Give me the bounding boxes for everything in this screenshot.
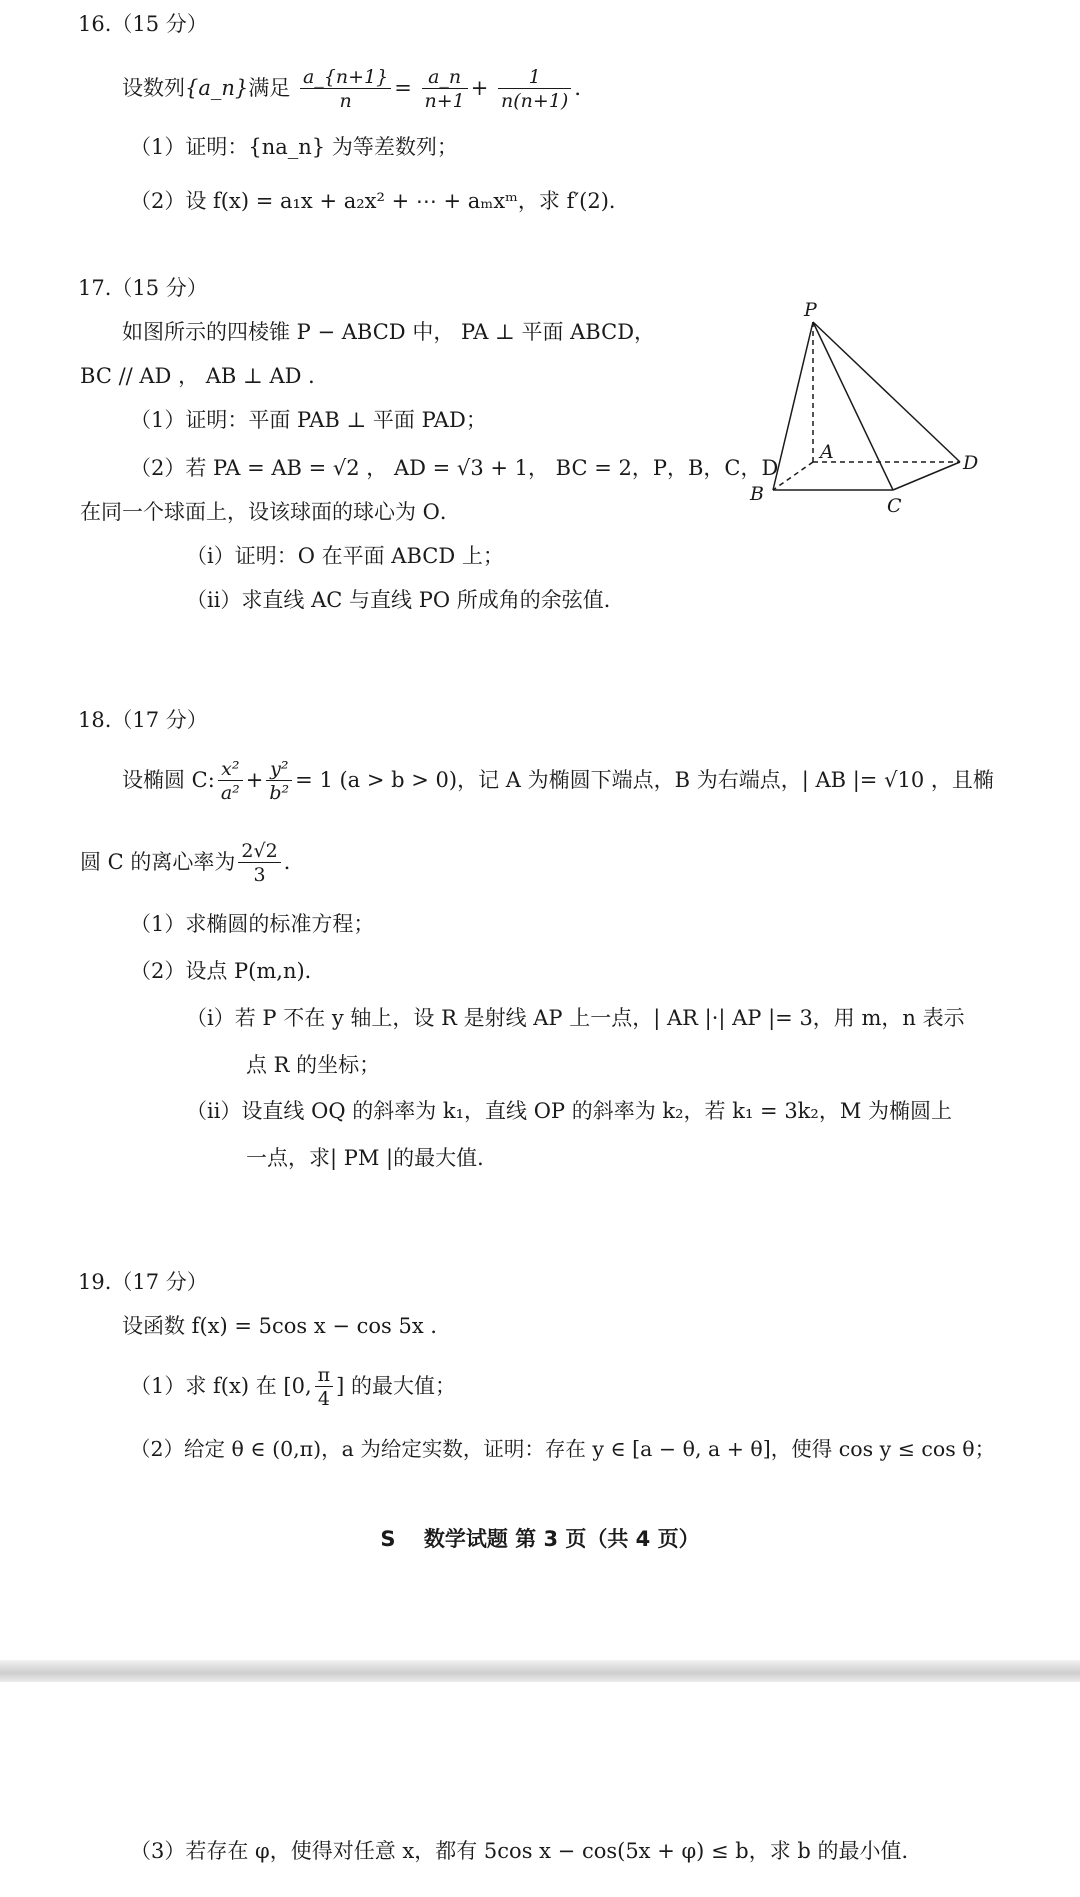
page-footer: S 数学试题 第 3 页（共 4 页） [380,1527,700,1551]
q19-part1-frac [315,1364,334,1411]
edge-PB [773,322,813,490]
q17-sub1: （ⅰ）证明：O 在平面 ABCD 上； [186,544,504,568]
edge-PC [813,322,893,490]
q18-ecc-frac [238,840,280,887]
q19-part1 [130,1358,456,1414]
q19-heading: 19.（17 分） [78,1270,208,1294]
q17-heading: 17.（15 分） [78,276,208,300]
q16-stem: 设数列{a_n}满足 $\frac{a\_\{n+1\}}{n}$ = $\frac{a\_n}{n+1}$ + $\frac{1}{n(n+1)}$ ． [122,66,596,112]
q16-rhs1-den: n+1 [424,90,465,112]
q17-line1: 如图所示的四棱锥 P − ABCD 中， PA ⊥ 平面 ABCD， [122,320,656,344]
q18-line2 [80,834,305,890]
q18-sub2b: 一点，求| PM |的最大值． [246,1146,499,1170]
q19-part1-frac-num: π [315,1364,334,1387]
q18-part1: （1）求椭圆的标准方程； [130,912,375,936]
label-B: B [750,483,764,505]
q16-part1: （1）证明：{na_n} 为等差数列； [130,135,458,159]
q18-sub1b: 点 R 的坐标； [246,1053,381,1077]
q18-frac1-num: x² [218,758,243,781]
q16-rhs2-den: n(n+1) [501,90,569,112]
label-C: C [887,495,902,517]
q18-frac1-den: a² [220,782,240,804]
q18-frac2 [266,758,292,805]
q18-ecc-den: 3 [253,864,266,886]
q19-stem: 设函数 f(x) = 5cos x − cos 5x ． [122,1314,452,1338]
q18-frac2-num: y² [266,758,292,781]
q16-stem-seq: {a_n} [185,76,249,100]
label-D: D [963,452,979,474]
q18-frac1 [218,758,243,805]
q16-heading: 16.（15 分） [78,12,208,36]
q16-stem-mid: 满足 [248,76,291,100]
q19-part3: （3）若存在 φ，使得对任意 x，都有 5cos x − cos(5x + φ) ≤ b，求 b 的最小值． [130,1839,923,1863]
q16-rhs2-num: 1 [498,66,571,89]
q19-part2: （2）给定 θ ∈ (0,π)，a 为给定实数，证明：存在 y ∈ [a − θ, a + θ]，使得 cos y ≤ cos θ； [130,1437,996,1461]
q17-part1: （1）证明：平面 PAB ⊥ 平面 PAD； [130,408,487,432]
q16-rhs1-fraction [422,66,468,113]
q16-lhs-num: a_{n+1} [300,66,391,89]
q18-part2: （2）设点 P(m,n)． [130,959,326,983]
q19-part1-prefix: （1）求 f(x) 在 [0, [130,1374,312,1398]
q18-heading: 18.（17 分） [78,708,208,732]
q17-part2b: 在同一个球面上，设该球面的球心为 O． [80,500,461,524]
edge-PD [813,322,960,462]
q16-rhs1-num: a_n [422,66,468,89]
q18-line1-suffix: = 1 (a > b > 0)，记 A 为椭圆下端点，B 为右端点，| AB |= √10 ，且椭 [295,768,994,792]
q16-lhs-fraction [300,66,391,113]
q18-frac2-den: b² [269,782,290,804]
pyramid-figure [745,300,990,520]
q19-part1-suffix: ] 的最大值； [336,1374,456,1398]
q18-line2-prefix: 圆 C 的离心率为 [80,850,236,874]
edge-CD [893,462,960,490]
q19-part1-frac-den: 4 [317,1388,330,1410]
q16-lhs-den: n [339,90,352,112]
label-P: P [804,300,817,321]
q16-rhs2-fraction [498,66,571,113]
q18-line1: 设椭圆 C: $\frac{\text{x²}}{\text{a²}}$ + $\frac{\text{y²}}{\text{b²}}$ = 1 (a > b > 0)，记 A 为椭圆下端点，B 为右端点，| AB |= √10 ，且椭 [122,758,994,804]
q17-sub2: （ⅱ）求直线 AC 与直线 PO 所成角的余弦值． [186,588,625,612]
q17-part2a: （2）若 PA = AB = √2 ， AD = √3 + 1， BC = 2，P，B，C，D [130,456,779,480]
q18-ecc-num: 2√2 [238,840,280,863]
q16-part2: （2）设 f(x) = a₁x + a₂x² + ⋯ + aₘxᵐ，求 f′(2)． [130,189,630,213]
q18-sub2a: （ⅱ）设直线 OQ 的斜率为 k₁，直线 OP 的斜率为 k₂，若 k₁ = 3k₂，M 为椭圆上 [186,1099,952,1123]
page-break-divider [0,1660,1080,1682]
label-A: A [820,441,834,463]
q17-line2: BC // AD ， AB ⊥ AD ． [80,364,330,388]
q18-line2-suffix: ． [283,850,305,874]
q18-line1-prefix: 设椭圆 C: [122,768,215,792]
q18-sub1a: （ⅰ）若 P 不在 y 轴上，设 R 是射线 AP 上一点，| AR |·| AP |= 3，用 m，n 表示 [186,1006,965,1030]
q16-stem-prefix: 设数列 [122,76,185,100]
